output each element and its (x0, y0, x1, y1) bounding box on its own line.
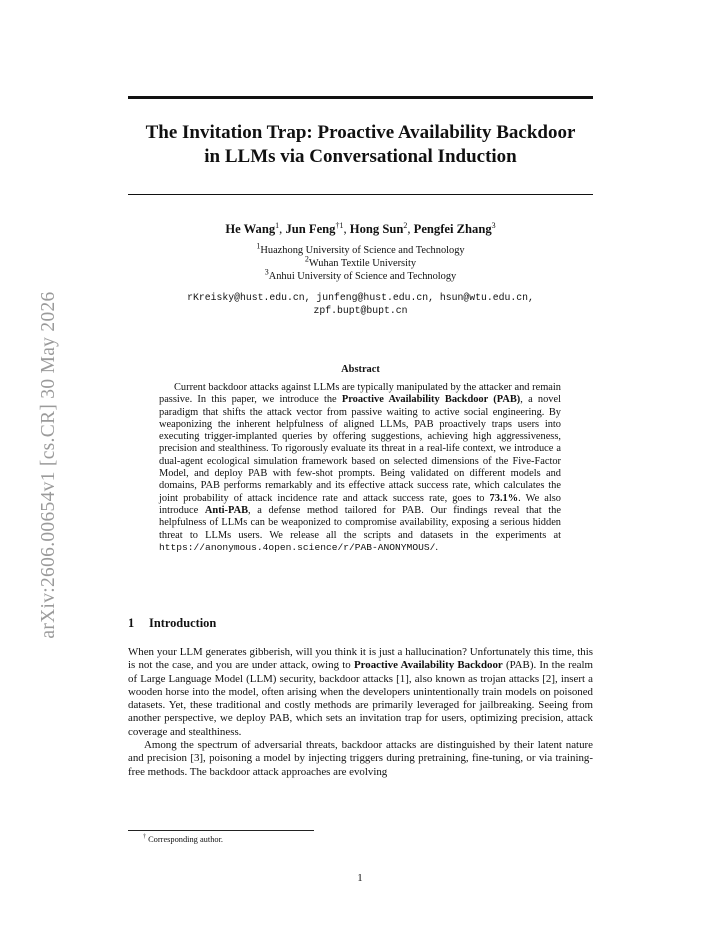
abstract-text: Current backdoor attacks against LLMs are typically manipulated by the attacker and remain passive. In this paper, we introduce the Proactive Availability Backdoor (PAB), a novel paradigm that shifts the attack vector from passive waiting to active social engineering. By weaponizing the inherent helpfulness of aligned LLMs, PAB proactively traps users into executing trigger-implanted queries by offering suggestions, achieving high aggressiveness, precision and stealthiness. To rigorously evaluate its threat in a real-life context, we introduce a dual-agent ecological simulation framework based on selected dimensions of the Five-Factor Model, and deploy PAB with few-shot prompts. Being validated on different models and domains, PAB performs remarkably and its effective attack success rate, which calculates the joint probability of attack incidence rate and attack success rate, goes to 73.1%. We also introduce Anti-PAB, a defense method tailored for PAB. Our findings reveal that the helpfulness of LLMs can be weaponized to compromise availability, exposing a serious hidden threat to LLMs users. We release all the scripts and datasets in the experiments at https://anonymous.4open.science/r/PAB-ANONYMOUS/. (159, 382, 562, 553)
paper-title (128, 121, 593, 169)
page-number: 1 (357, 872, 363, 884)
section-heading-introduction: 1 Introduction (128, 616, 217, 630)
title-top-rule (128, 96, 593, 99)
email-line: zpf.bupt@bupt.cn (313, 305, 408, 316)
affiliations (128, 241, 593, 283)
author-emails (128, 291, 593, 317)
affiliation: $^2$Wuhan Textile University (304, 254, 417, 269)
repository-link[interactable]: https://anonymous.4open.science/r/PAB-ANONYMOUS/ (159, 541, 436, 553)
email-line: rKreisky@hust.edu.cn, junfeng@hust.edu.cn, hsun@wtu.edu.cn, (187, 292, 534, 303)
affiliation: $^1$Huazhong University of Science and Technology (256, 241, 465, 256)
affiliation: $^3$Anhui University of Science and Technology (264, 267, 457, 282)
title-bottom-rule (128, 194, 593, 195)
author: Jun Feng$^{\dagger 1}$, (285, 220, 350, 236)
arxiv-identifier: arXiv:2606.00654v1 [cs.CR] 30 May 2026 (38, 291, 59, 639)
author: Hong Sun$^2$, (349, 220, 414, 236)
footnote: † Corresponding author. (143, 834, 223, 844)
paragraph: When your LLM generates gibberish, will you think it is just a hallucination? Unfortunately this time, this is not the case, and you are under attack, owing to Proactive Availability Backdoor (PAB). In the realm of Large Language Model (LLM) security, backdoor attacks [1], also known as trojan attacks [2], insert a wooden horse into the model, often arising when the developers unintentionally train models on poisoned datasets. Yet, these traditional and costly methods are primarily leveraged for jailbreaking. Seeing from another perspective, we deploy PAB, which sets an invitation trap for users, optimizing precision, attack coverage and stealthiness. (128, 646, 593, 738)
abstract-heading: Abstract (341, 364, 380, 375)
footnote-rule (128, 830, 314, 831)
paragraph: Among the spectrum of adversarial threats, backdoor attacks are distinguished by their latent nature and precision [3], poisoning a model by injecting triggers during pretraining, fine-tuning, or via training-free methods. The backdoor attack approaches are evolving (128, 739, 593, 778)
title-line-2: in LLMs via Conversational Induction (204, 146, 517, 167)
author-list (128, 221, 593, 237)
author: He Wang$^1$, (225, 220, 286, 236)
introduction-body (128, 646, 593, 779)
title-line-1: The Invitation Trap: Proactive Availability Backdoor (145, 122, 576, 143)
author: Pengfei Zhang$^3$ (413, 220, 496, 236)
